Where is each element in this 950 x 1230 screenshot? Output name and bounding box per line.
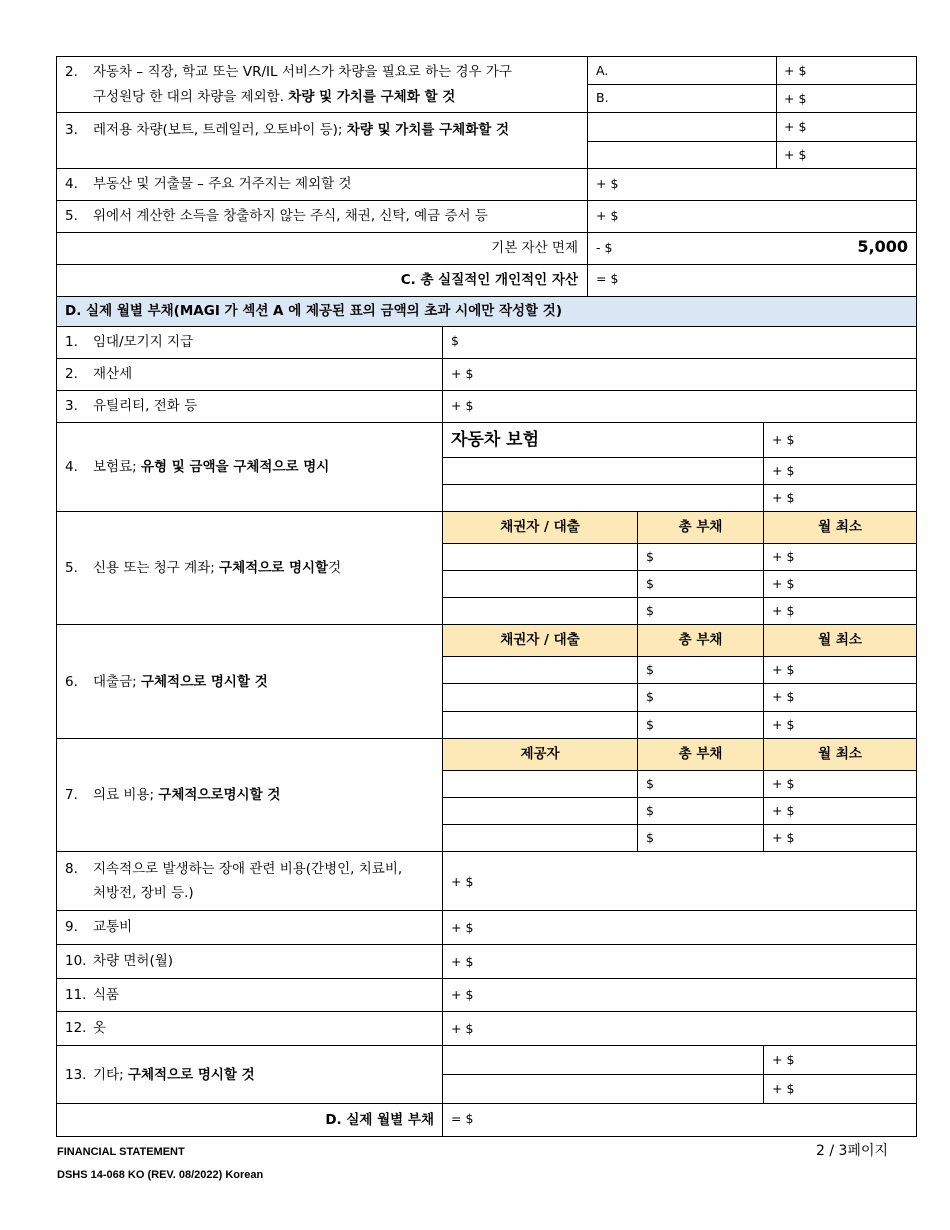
b5-value[interactable]: + $ — [596, 208, 619, 223]
b2-value-a[interactable]: + $ — [784, 63, 807, 78]
d7-debt-2[interactable]: $ — [646, 803, 654, 818]
footer-title: FINANCIAL STATEMENT — [57, 1146, 185, 1158]
d7-col-total: 총 부채 — [678, 746, 723, 762]
d10-text: 차량 면허(월) — [93, 953, 174, 969]
d2-text: 재산세 — [93, 366, 133, 382]
d5-col-total: 총 부채 — [678, 519, 723, 535]
d13-text: 기타; 구체적으로 명시할 것 — [93, 1067, 255, 1083]
d8-value[interactable]: + $ — [451, 874, 474, 889]
b2-num: 2. — [65, 64, 78, 80]
b2-line1: 자동차 – 직장, 학교 또는 VR/IL 서비스가 차량을 필요로 하는 경우 가구 — [93, 64, 512, 80]
d5-pay-1[interactable]: + $ — [772, 549, 795, 564]
footer-page-number: 2 / 3페이지 — [816, 1143, 889, 1159]
d7-pay-2[interactable]: + $ — [772, 803, 795, 818]
d7-pay-3[interactable]: + $ — [772, 830, 795, 845]
d1-num: 1. — [65, 334, 78, 350]
d5-debt-2[interactable]: $ — [646, 576, 654, 591]
total-d-value[interactable]: = $ — [451, 1111, 474, 1126]
d10-value[interactable]: + $ — [451, 954, 474, 969]
d6-debt-3[interactable]: $ — [646, 717, 654, 732]
d6-col-monthly: 월 최소 — [818, 632, 862, 648]
d6-debt-2[interactable]: $ — [646, 689, 654, 704]
d6-pay-3[interactable]: + $ — [772, 717, 795, 732]
d6-num: 6. — [65, 674, 78, 690]
d5-text: 신용 또는 청구 계좌; 구체적으로 명시할것 — [93, 560, 342, 576]
d4-value-2[interactable]: + $ — [772, 463, 795, 478]
d6-pay-1[interactable]: + $ — [772, 662, 795, 677]
deduction-amount: 5,000 — [857, 237, 908, 256]
d5-col-creditor: 채권자 / 대출 — [500, 519, 580, 535]
b2-a-label: A. — [596, 63, 609, 78]
d8-line2: 처방전, 장비 등.) — [93, 885, 194, 901]
d4-text: 보험료; 유형 및 금액을 구체적으로 명시 — [93, 459, 330, 475]
d12-text: 옷 — [93, 1020, 107, 1036]
b5-num: 5. — [65, 208, 78, 224]
d5-debt-3[interactable]: $ — [646, 603, 654, 618]
d7-text: 의료 비용; 구체적으로명시할 것 — [93, 787, 281, 803]
d5-debt-1[interactable]: $ — [646, 549, 654, 564]
deduction-label: 기본 자산 면제 — [491, 240, 578, 256]
total-c-label: C. 총 실질적인 개인적인 자산 — [400, 272, 578, 288]
d1-value[interactable]: $ — [451, 333, 459, 348]
b3-value-1[interactable]: + $ — [784, 119, 807, 134]
d13-value-1[interactable]: + $ — [772, 1052, 795, 1067]
d4-entry[interactable]: 자동차 보험 — [451, 430, 540, 450]
d7-debt-3[interactable]: $ — [646, 830, 654, 845]
d12-num: 12. — [65, 1020, 87, 1036]
b4-text: 부동산 및 거출물 – 주요 거주지는 제외할 것 — [93, 176, 352, 192]
d13-num: 13. — [65, 1067, 87, 1083]
d6-pay-2[interactable]: + $ — [772, 689, 795, 704]
d7-debt-1[interactable]: $ — [646, 776, 654, 791]
d4-value-1[interactable]: + $ — [772, 432, 795, 447]
b3-num: 3. — [65, 122, 78, 138]
d11-value[interactable]: + $ — [451, 987, 474, 1002]
b2-value-b[interactable]: + $ — [784, 91, 807, 106]
d5-pay-3[interactable]: + $ — [772, 603, 795, 618]
section-d-header: D. 실제 월별 부채(MAGI 가 섹션 A 에 제공된 표의 금액의 초과 시에만 작성할 것) — [65, 303, 563, 319]
d3-num: 3. — [65, 398, 78, 414]
deduction-prefix: - $ — [596, 240, 613, 255]
b2-b-label: B. — [596, 90, 609, 105]
d5-num: 5. — [65, 560, 78, 576]
d5-col-monthly: 월 최소 — [818, 519, 862, 535]
d6-debt-1[interactable]: $ — [646, 662, 654, 677]
d3-value[interactable]: + $ — [451, 398, 474, 413]
b2-line2: 구성원당 한 대의 차량을 제외함. 차량 및 가치를 구체화 할 것 — [93, 89, 456, 105]
d2-num: 2. — [65, 366, 78, 382]
b4-num: 4. — [65, 176, 78, 192]
d9-text: 교통비 — [93, 919, 133, 935]
d9-num: 9. — [65, 919, 78, 935]
d9-value[interactable]: + $ — [451, 920, 474, 935]
d2-value[interactable]: + $ — [451, 366, 474, 381]
total-d-label: D. 실제 월별 부채 — [325, 1112, 434, 1128]
d6-col-total: 총 부채 — [678, 632, 723, 648]
d12-value[interactable]: + $ — [451, 1021, 474, 1036]
d7-pay-1[interactable]: + $ — [772, 776, 795, 791]
b3-value-2[interactable]: + $ — [784, 147, 807, 162]
d6-col-creditor: 채권자 / 대출 — [500, 632, 580, 648]
d1-text: 임대/모기지 지급 — [93, 334, 194, 350]
d5-pay-2[interactable]: + $ — [772, 576, 795, 591]
d11-text: 식품 — [93, 987, 120, 1003]
d4-num: 4. — [65, 459, 78, 475]
d13-value-2[interactable]: + $ — [772, 1081, 795, 1096]
d10-num: 10. — [65, 953, 87, 969]
d4-value-3[interactable]: + $ — [772, 490, 795, 505]
d6-text: 대출금; 구체적으로 명시할 것 — [93, 674, 268, 690]
b3-text: 레저용 차량(보트, 트레일러, 오토바이 등); 차량 및 가치를 구체화할 것 — [93, 122, 510, 138]
footer-form-number: DSHS 14-068 KO (REV. 08/2022) Korean — [57, 1169, 264, 1181]
b5-text: 위에서 계산한 소득을 창출하지 않는 주식, 채권, 신탁, 예금 증서 등 — [93, 208, 488, 224]
d7-col-provider: 제공자 — [520, 746, 560, 762]
d7-num: 7. — [65, 787, 78, 803]
d7-col-monthly: 월 최소 — [818, 746, 862, 762]
total-c-value[interactable]: = $ — [596, 271, 619, 286]
d8-num: 8. — [65, 861, 78, 877]
b4-value[interactable]: + $ — [596, 176, 619, 191]
d3-text: 유틸리티, 전화 등 — [93, 398, 198, 414]
d8-line1: 지속적으로 발생하는 장애 관련 비용(간병인, 치료비, — [93, 861, 403, 877]
d11-num: 11. — [65, 987, 87, 1003]
